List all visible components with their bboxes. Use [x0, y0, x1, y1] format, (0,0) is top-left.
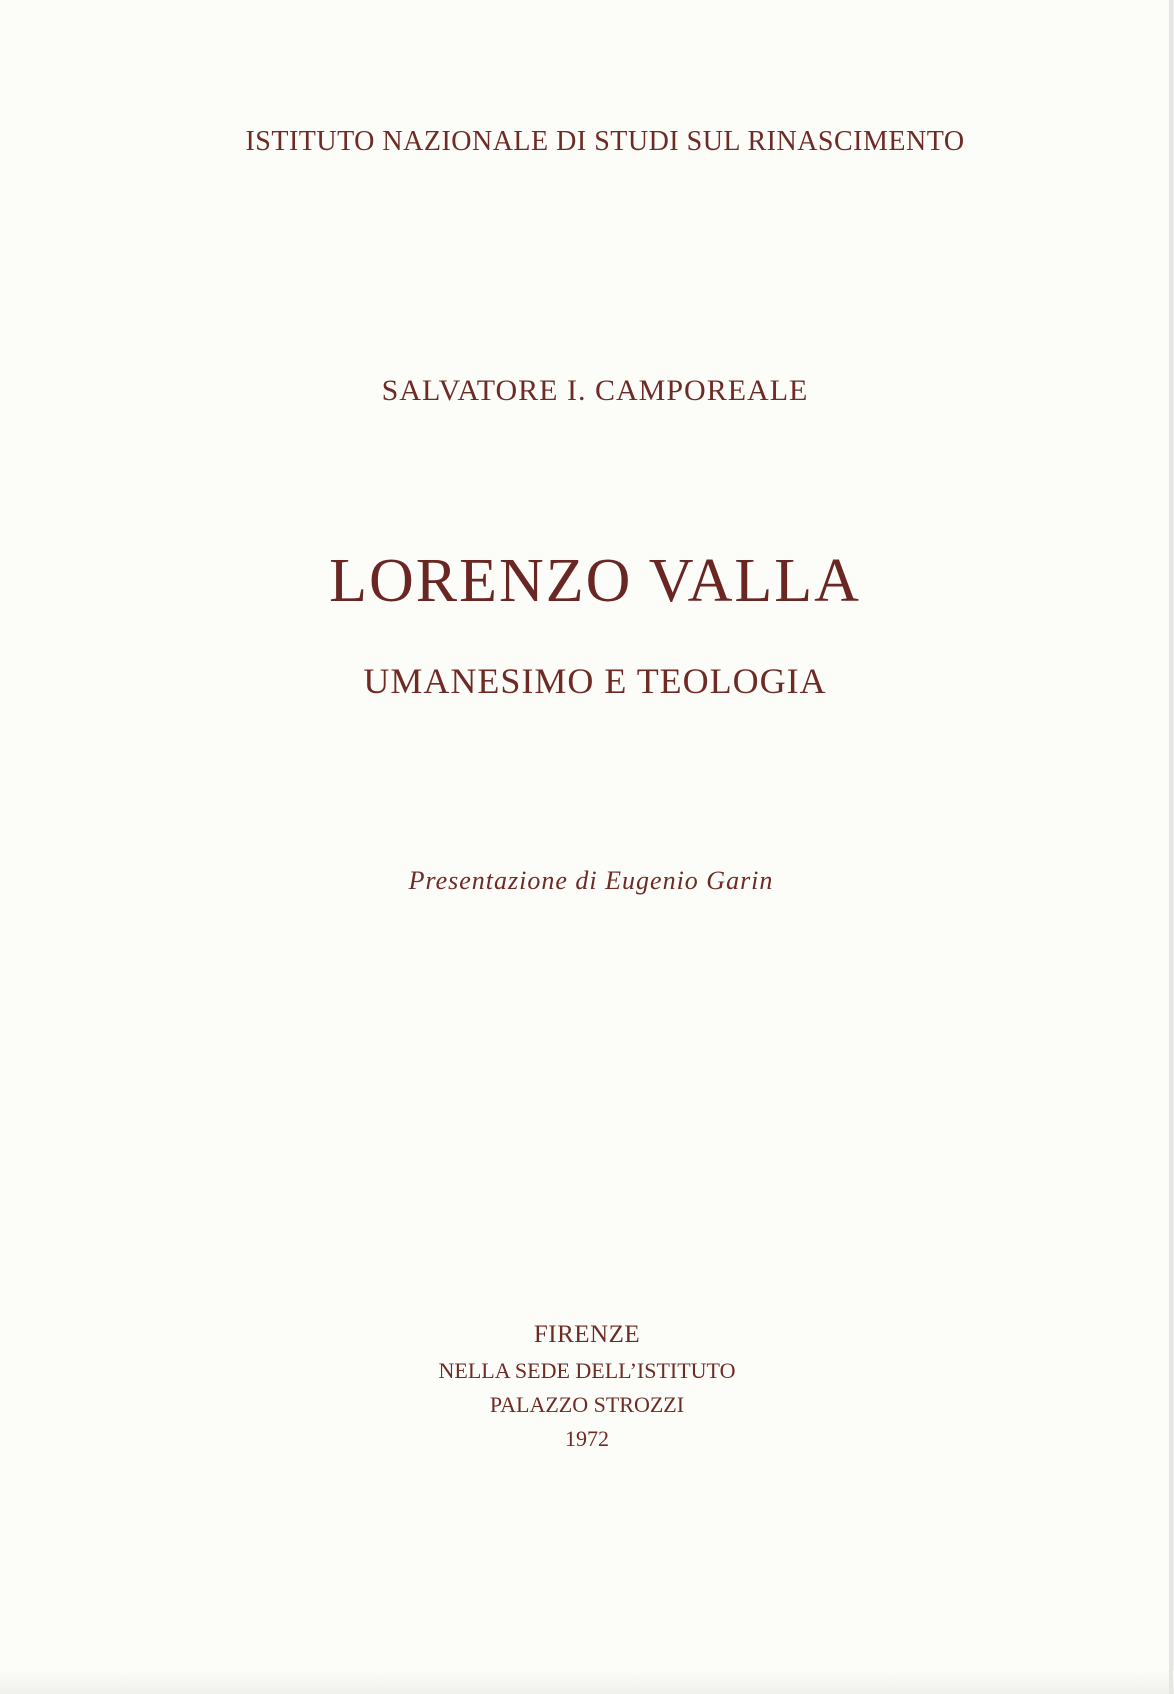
- imprint-block: [0, 1316, 1174, 1456]
- book-subtitle: UMANESIMO E TEOLOGIA: [363, 661, 827, 701]
- book-title: LORENZO VALLA: [329, 547, 861, 615]
- author-name: SALVATORE I. CAMPOREALE: [381, 374, 809, 407]
- presentation-credit: Presentazione di Eugenio Garin: [408, 866, 774, 895]
- page-bottom-edge: [0, 1670, 1174, 1694]
- imprint-seat: NELLA SEDE DELL’ISTITUTO: [438, 1358, 736, 1383]
- publisher-institute: ISTITUTO NAZIONALE DI STUDI SUL RINASCIMENTO: [245, 126, 965, 157]
- imprint-year: 1972: [565, 1426, 609, 1451]
- page-right-edge: [1169, 0, 1173, 1694]
- imprint-palace: PALAZZO STROZZI: [489, 1392, 685, 1417]
- imprint-city: FIRENZE: [533, 1321, 641, 1348]
